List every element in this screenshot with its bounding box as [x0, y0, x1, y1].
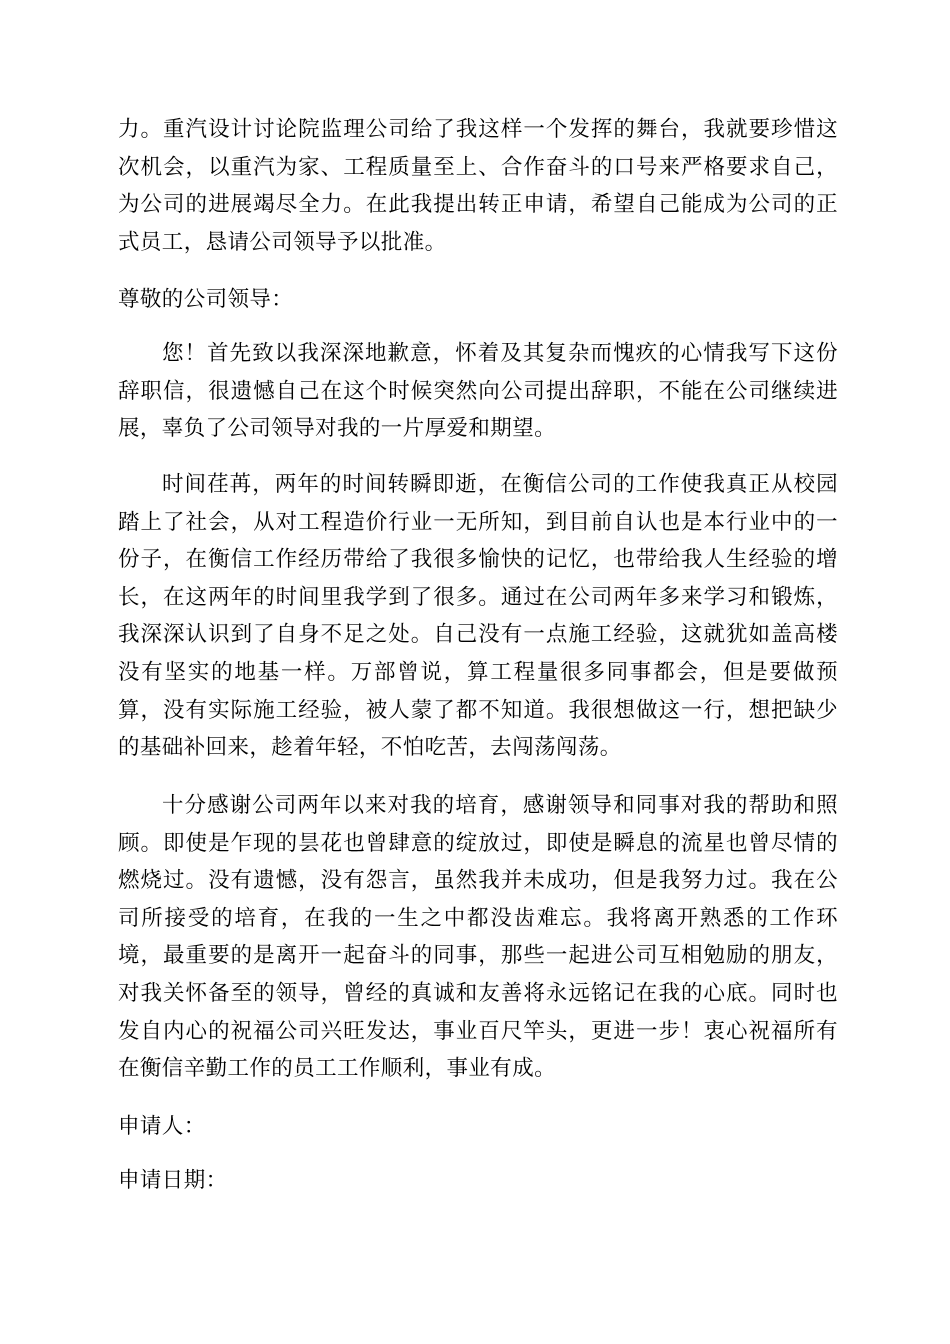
- body-paragraph-2: 时间荏苒，两年的时间转瞬即逝，在衡信公司的工作使我真正从校园踏上了社会，从对工程造价行业一无所知，到目前自认也是本行业中的一份子，在衡信工作经历带给了我很多愉快的记忆，也带给我人生经验的增长，在这两年的时间里我学到了很多。通过在公司两年多来学习和锻炼，我深深认识到了自身不足之处。自己没有一点施工经验，这就犹如盖高楼没有坚实的地基一样。万部曾说，算工程量很多同事都会，但是要做预算，没有实际施工经验，被人蒙了都不知道。我很想做这一行，想把缺少的基础补回来，趁着年轻，不怕吃苦，去闯荡闯荡。: [118, 472, 838, 761]
- applicant-label: 申请人：: [118, 1114, 206, 1139]
- intro-paragraph: 力。重汽设计讨论院监理公司给了我这样一个发挥的舞台，我就要珍惜这次机会，以重汽为家、工程质量至上、合作奋斗的口号来严格要求自己，为公司的进展竭尽全力。在此我提出转正申请，希望自己能成为公司的正式员工，恳请公司领导予以批准。: [118, 117, 838, 255]
- date-label: 申请日期：: [118, 1168, 228, 1193]
- body-paragraph-3: 十分感谢公司两年以来对我的培育，感谢领导和同事对我的帮助和照顾。即使是乍现的昙花也曾肆意的绽放过，即使是瞬息的流星也曾尽情的燃烧过。没有遗憾，没有怨言，虽然我并未成功，但是我努力过。我在公司所接受的培育，在我的一生之中都没齿难忘。我将离开熟悉的工作环境，最重要的是离开一起奋斗的同事，那些一起进公司互相勉励的朋友，对我关怀备至的领导，曾经的真诚和友善将永远铭记在我的心底。同时也发自内心的祝福公司兴旺发达，事业百尺竿头，更进一步！衷心祝福所有在衡信辛勤工作的员工工作顺利，事业有成。: [118, 793, 838, 1082]
- body-paragraph-1: 您！首先致以我深深地歉意，怀着及其复杂而愧疚的心情我写下这份辞职信，很遗憾自己在这个时候突然向公司提出辞职，不能在公司继续进展，辜负了公司领导对我的一片厚爱和期望。: [118, 341, 838, 442]
- salutation: 尊敬的公司领导：: [118, 287, 294, 312]
